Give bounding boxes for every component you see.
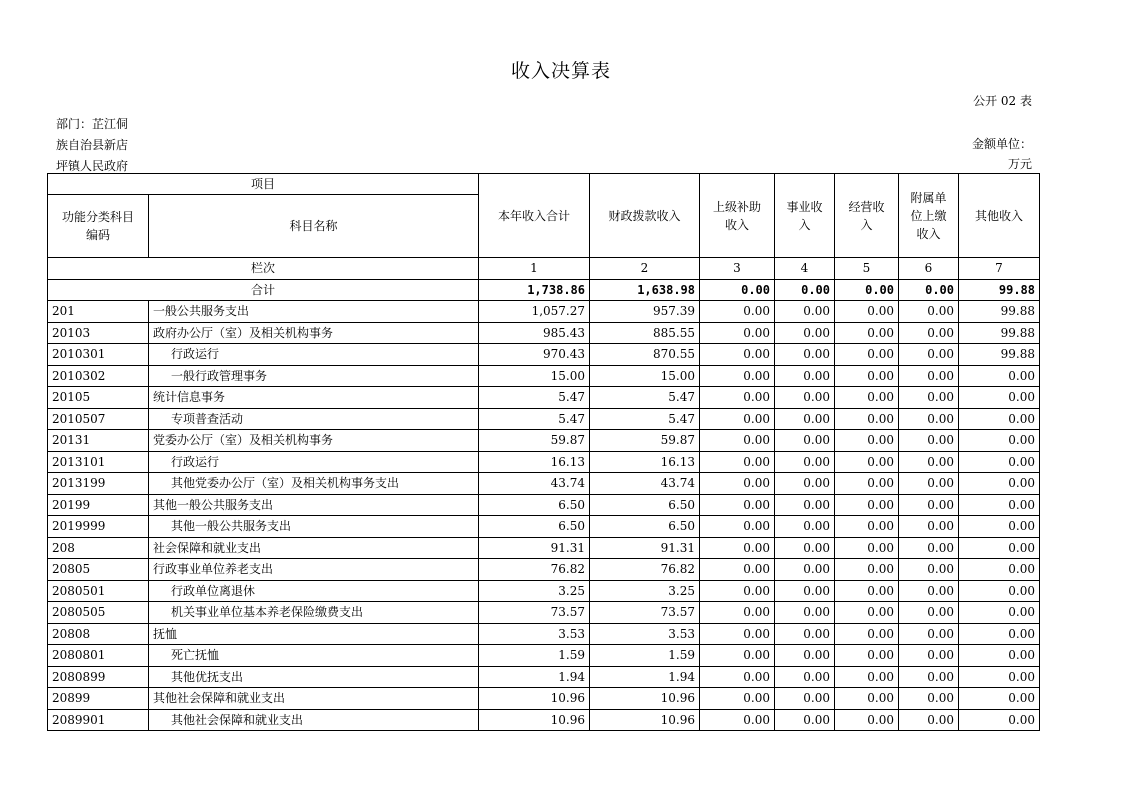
row-value: 0.00 [700, 365, 775, 387]
row-value: 0.00 [899, 688, 959, 710]
col-number: 1 [479, 258, 590, 280]
row-value: 0.00 [959, 516, 1040, 538]
header-name: 科目名称 [149, 195, 479, 258]
row-name: 党委办公厅（室）及相关机构事务 [149, 430, 479, 452]
row-value: 0.00 [775, 322, 835, 344]
table-row [48, 430, 1040, 452]
row-name: 政府办公厅（室）及相关机构事务 [149, 322, 479, 344]
row-value: 0.00 [775, 473, 835, 495]
row-value: 0.00 [899, 494, 959, 516]
row-value: 0.00 [899, 537, 959, 559]
row-value: 0.00 [700, 537, 775, 559]
table-row [48, 645, 1040, 667]
table-row [48, 537, 1040, 559]
row-value: 0.00 [775, 387, 835, 409]
row-value: 0.00 [835, 645, 899, 667]
row-value: 5.47 [479, 408, 590, 430]
table-row [48, 387, 1040, 409]
page-title: 收入决算表 [510, 60, 611, 82]
table-row [48, 602, 1040, 624]
income-table [47, 173, 1040, 731]
total-value: 0.00 [775, 279, 835, 301]
row-name: 行政事业单位养老支出 [149, 559, 479, 581]
row-value: 0.00 [775, 645, 835, 667]
row-value: 985.43 [479, 322, 590, 344]
table-row [48, 709, 1040, 731]
table-row [48, 344, 1040, 366]
row-value: 0.00 [899, 301, 959, 323]
department-line: 族自治县新店 [56, 138, 129, 152]
row-value: 43.74 [590, 473, 700, 495]
row-value: 6.50 [590, 494, 700, 516]
row-value: 0.00 [700, 473, 775, 495]
row-value: 0.00 [959, 559, 1040, 581]
table-row [48, 473, 1040, 495]
row-value: 16.13 [479, 451, 590, 473]
row-name: 行政运行 [149, 451, 479, 473]
row-value: 0.00 [775, 494, 835, 516]
table-row [48, 301, 1040, 323]
row-value: 0.00 [959, 473, 1040, 495]
row-value: 0.00 [700, 602, 775, 624]
row-value: 870.55 [590, 344, 700, 366]
row-value: 1.94 [590, 666, 700, 688]
row-value: 0.00 [700, 430, 775, 452]
row-code: 2010302 [48, 365, 149, 387]
row-value: 885.55 [590, 322, 700, 344]
row-name: 抚恤 [149, 623, 479, 645]
row-value: 0.00 [775, 602, 835, 624]
row-value: 0.00 [775, 365, 835, 387]
total-value: 1,638.98 [590, 279, 700, 301]
row-name: 行政运行 [149, 344, 479, 366]
row-code: 2010507 [48, 408, 149, 430]
department-line: 部门：芷江侗 [56, 117, 129, 131]
row-value: 0.00 [700, 408, 775, 430]
col-number: 3 [700, 258, 775, 280]
row-value: 3.53 [479, 623, 590, 645]
row-value: 0.00 [959, 688, 1040, 710]
row-value: 0.00 [700, 709, 775, 731]
total-value: 0.00 [835, 279, 899, 301]
row-code: 2019999 [48, 516, 149, 538]
row-value: 0.00 [959, 494, 1040, 516]
row-code: 20899 [48, 688, 149, 710]
row-name: 其他一般公共服务支出 [149, 516, 479, 538]
row-value: 0.00 [775, 408, 835, 430]
row-value: 0.00 [775, 301, 835, 323]
row-name: 其他社会保障和就业支出 [149, 709, 479, 731]
row-value: 5.47 [590, 408, 700, 430]
row-value: 10.96 [479, 688, 590, 710]
table-row [48, 365, 1040, 387]
row-value: 0.00 [899, 473, 959, 495]
row-value: 0.00 [700, 623, 775, 645]
row-value: 0.00 [700, 688, 775, 710]
row-value: 0.00 [899, 365, 959, 387]
row-value: 99.88 [959, 322, 1040, 344]
col-number: 5 [835, 258, 899, 280]
row-value: 15.00 [590, 365, 700, 387]
row-value: 0.00 [835, 344, 899, 366]
row-name: 其他优抚支出 [149, 666, 479, 688]
header-col-1: 本年收入合计 [479, 174, 590, 258]
row-value: 0.00 [959, 408, 1040, 430]
row-value: 0.00 [899, 666, 959, 688]
row-value: 0.00 [700, 451, 775, 473]
row-value: 0.00 [835, 580, 899, 602]
row-value: 0.00 [835, 709, 899, 731]
row-value: 1.59 [479, 645, 590, 667]
row-value: 76.82 [479, 559, 590, 581]
col-number: 2 [590, 258, 700, 280]
row-value: 0.00 [700, 344, 775, 366]
row-value: 0.00 [775, 430, 835, 452]
row-value: 6.50 [479, 494, 590, 516]
total-value: 99.88 [959, 279, 1040, 301]
row-name: 其他一般公共服务支出 [149, 494, 479, 516]
header-col-4: 事业收入 [775, 174, 835, 258]
row-value: 0.00 [835, 473, 899, 495]
row-value: 0.00 [959, 645, 1040, 667]
row-name: 统计信息事务 [149, 387, 479, 409]
row-value: 0.00 [959, 623, 1040, 645]
row-value: 3.25 [479, 580, 590, 602]
row-value: 0.00 [835, 430, 899, 452]
table-row [48, 580, 1040, 602]
row-code: 2080501 [48, 580, 149, 602]
row-value: 99.88 [959, 301, 1040, 323]
row-value: 0.00 [899, 623, 959, 645]
row-value: 0.00 [775, 344, 835, 366]
row-value: 0.00 [835, 623, 899, 645]
row-value: 0.00 [959, 709, 1040, 731]
total-value: 1,738.86 [479, 279, 590, 301]
row-code: 2080899 [48, 666, 149, 688]
row-value: 0.00 [775, 623, 835, 645]
row-value: 0.00 [775, 451, 835, 473]
row-value: 0.00 [835, 451, 899, 473]
row-value: 0.00 [899, 580, 959, 602]
row-value: 0.00 [835, 301, 899, 323]
row-value: 76.82 [590, 559, 700, 581]
row-value: 0.00 [775, 709, 835, 731]
row-code: 2089901 [48, 709, 149, 731]
row-value: 0.00 [899, 645, 959, 667]
row-value: 3.53 [590, 623, 700, 645]
col-number: 4 [775, 258, 835, 280]
department-label [56, 114, 176, 177]
row-value: 5.47 [479, 387, 590, 409]
header-project: 项目 [48, 174, 479, 195]
row-value: 0.00 [835, 365, 899, 387]
row-name: 死亡抚恤 [149, 645, 479, 667]
row-value: 0.00 [775, 688, 835, 710]
row-code: 20199 [48, 494, 149, 516]
total-value: 0.00 [700, 279, 775, 301]
row-value: 0.00 [700, 645, 775, 667]
row-name: 社会保障和就业支出 [149, 537, 479, 559]
row-code: 2080505 [48, 602, 149, 624]
row-value: 0.00 [899, 559, 959, 581]
row-value: 0.00 [959, 537, 1040, 559]
form-number: 公开 02 表 [973, 94, 1032, 108]
row-value: 0.00 [899, 451, 959, 473]
row-value: 10.96 [590, 688, 700, 710]
row-code: 20105 [48, 387, 149, 409]
total-row [48, 279, 1040, 301]
row-code: 2013101 [48, 451, 149, 473]
header-col-3: 上级补助收入 [700, 174, 775, 258]
row-code: 2080801 [48, 645, 149, 667]
row-value: 10.96 [479, 709, 590, 731]
row-value: 10.96 [590, 709, 700, 731]
row-value: 16.13 [590, 451, 700, 473]
table-row [48, 322, 1040, 344]
row-value: 1,057.27 [479, 301, 590, 323]
col-number: 7 [959, 258, 1040, 280]
row-value: 0.00 [700, 580, 775, 602]
row-value: 0.00 [959, 602, 1040, 624]
row-name: 其他党委办公厅（室）及相关机构事务支出 [149, 473, 479, 495]
row-name: 机关事业单位基本养老保险缴费支出 [149, 602, 479, 624]
row-code: 2013199 [48, 473, 149, 495]
row-value: 5.47 [590, 387, 700, 409]
row-code: 208 [48, 537, 149, 559]
row-value: 99.88 [959, 344, 1040, 366]
row-code: 20808 [48, 623, 149, 645]
row-name: 专项普查活动 [149, 408, 479, 430]
row-name: 一般行政管理事务 [149, 365, 479, 387]
row-value: 957.39 [590, 301, 700, 323]
row-value: 0.00 [835, 537, 899, 559]
row-code: 20805 [48, 559, 149, 581]
row-value: 43.74 [479, 473, 590, 495]
row-value: 0.00 [835, 494, 899, 516]
row-value: 0.00 [835, 688, 899, 710]
row-value: 0.00 [835, 516, 899, 538]
row-value: 0.00 [899, 602, 959, 624]
row-value: 0.00 [959, 580, 1040, 602]
row-code: 20103 [48, 322, 149, 344]
row-value: 0.00 [899, 344, 959, 366]
row-value: 0.00 [775, 666, 835, 688]
row-value: 91.31 [590, 537, 700, 559]
row-value: 0.00 [899, 516, 959, 538]
lanci-label: 栏次 [48, 258, 479, 280]
row-value: 0.00 [700, 516, 775, 538]
unit-value: 万元 [1007, 157, 1032, 171]
row-value: 73.57 [479, 602, 590, 624]
header-col-5: 经营收入 [835, 174, 899, 258]
row-value: 0.00 [899, 709, 959, 731]
header-col-6: 附属单位上缴收入 [899, 174, 959, 258]
row-value: 6.50 [479, 516, 590, 538]
row-value: 0.00 [835, 408, 899, 430]
row-value: 0.00 [775, 559, 835, 581]
row-value: 59.87 [479, 430, 590, 452]
row-value: 0.00 [700, 559, 775, 581]
row-code: 20131 [48, 430, 149, 452]
row-name: 一般公共服务支出 [149, 301, 479, 323]
row-value: 0.00 [700, 387, 775, 409]
table-row [48, 451, 1040, 473]
col-number: 6 [899, 258, 959, 280]
row-value: 15.00 [479, 365, 590, 387]
row-value: 0.00 [835, 602, 899, 624]
total-value: 0.00 [899, 279, 959, 301]
table-row [48, 516, 1040, 538]
header-code: 功能分类科目编码 [48, 195, 149, 258]
row-value: 1.94 [479, 666, 590, 688]
row-value: 1.59 [590, 645, 700, 667]
row-value: 0.00 [835, 559, 899, 581]
table-row [48, 666, 1040, 688]
unit-label: 金额单位： [971, 137, 1032, 151]
table-row [48, 494, 1040, 516]
row-value: 0.00 [835, 322, 899, 344]
row-value: 0.00 [899, 430, 959, 452]
row-value: 0.00 [700, 322, 775, 344]
row-value: 0.00 [959, 387, 1040, 409]
row-value: 0.00 [700, 494, 775, 516]
row-value: 0.00 [775, 537, 835, 559]
row-value: 0.00 [959, 666, 1040, 688]
row-value: 0.00 [959, 365, 1040, 387]
table-row [48, 688, 1040, 710]
row-value: 0.00 [899, 387, 959, 409]
row-code: 2010301 [48, 344, 149, 366]
table-row [48, 559, 1040, 581]
row-value: 91.31 [479, 537, 590, 559]
header-col-2: 财政拨款收入 [590, 174, 700, 258]
row-name: 行政单位离退休 [149, 580, 479, 602]
row-value: 0.00 [959, 430, 1040, 452]
row-value: 0.00 [775, 580, 835, 602]
row-value: 0.00 [835, 387, 899, 409]
row-value: 0.00 [959, 451, 1040, 473]
row-value: 6.50 [590, 516, 700, 538]
row-value: 3.25 [590, 580, 700, 602]
row-value: 0.00 [700, 666, 775, 688]
row-value: 0.00 [700, 301, 775, 323]
table-row [48, 408, 1040, 430]
total-label: 合计 [48, 279, 479, 301]
row-value: 0.00 [899, 322, 959, 344]
table-row [48, 623, 1040, 645]
row-value: 59.87 [590, 430, 700, 452]
row-value: 0.00 [775, 516, 835, 538]
header-col-7: 其他收入 [959, 174, 1040, 258]
row-value: 0.00 [835, 666, 899, 688]
department-line: 坪镇人民政府 [56, 159, 129, 173]
row-value: 73.57 [590, 602, 700, 624]
row-name: 其他社会保障和就业支出 [149, 688, 479, 710]
row-value: 0.00 [899, 408, 959, 430]
row-value: 970.43 [479, 344, 590, 366]
row-code: 201 [48, 301, 149, 323]
